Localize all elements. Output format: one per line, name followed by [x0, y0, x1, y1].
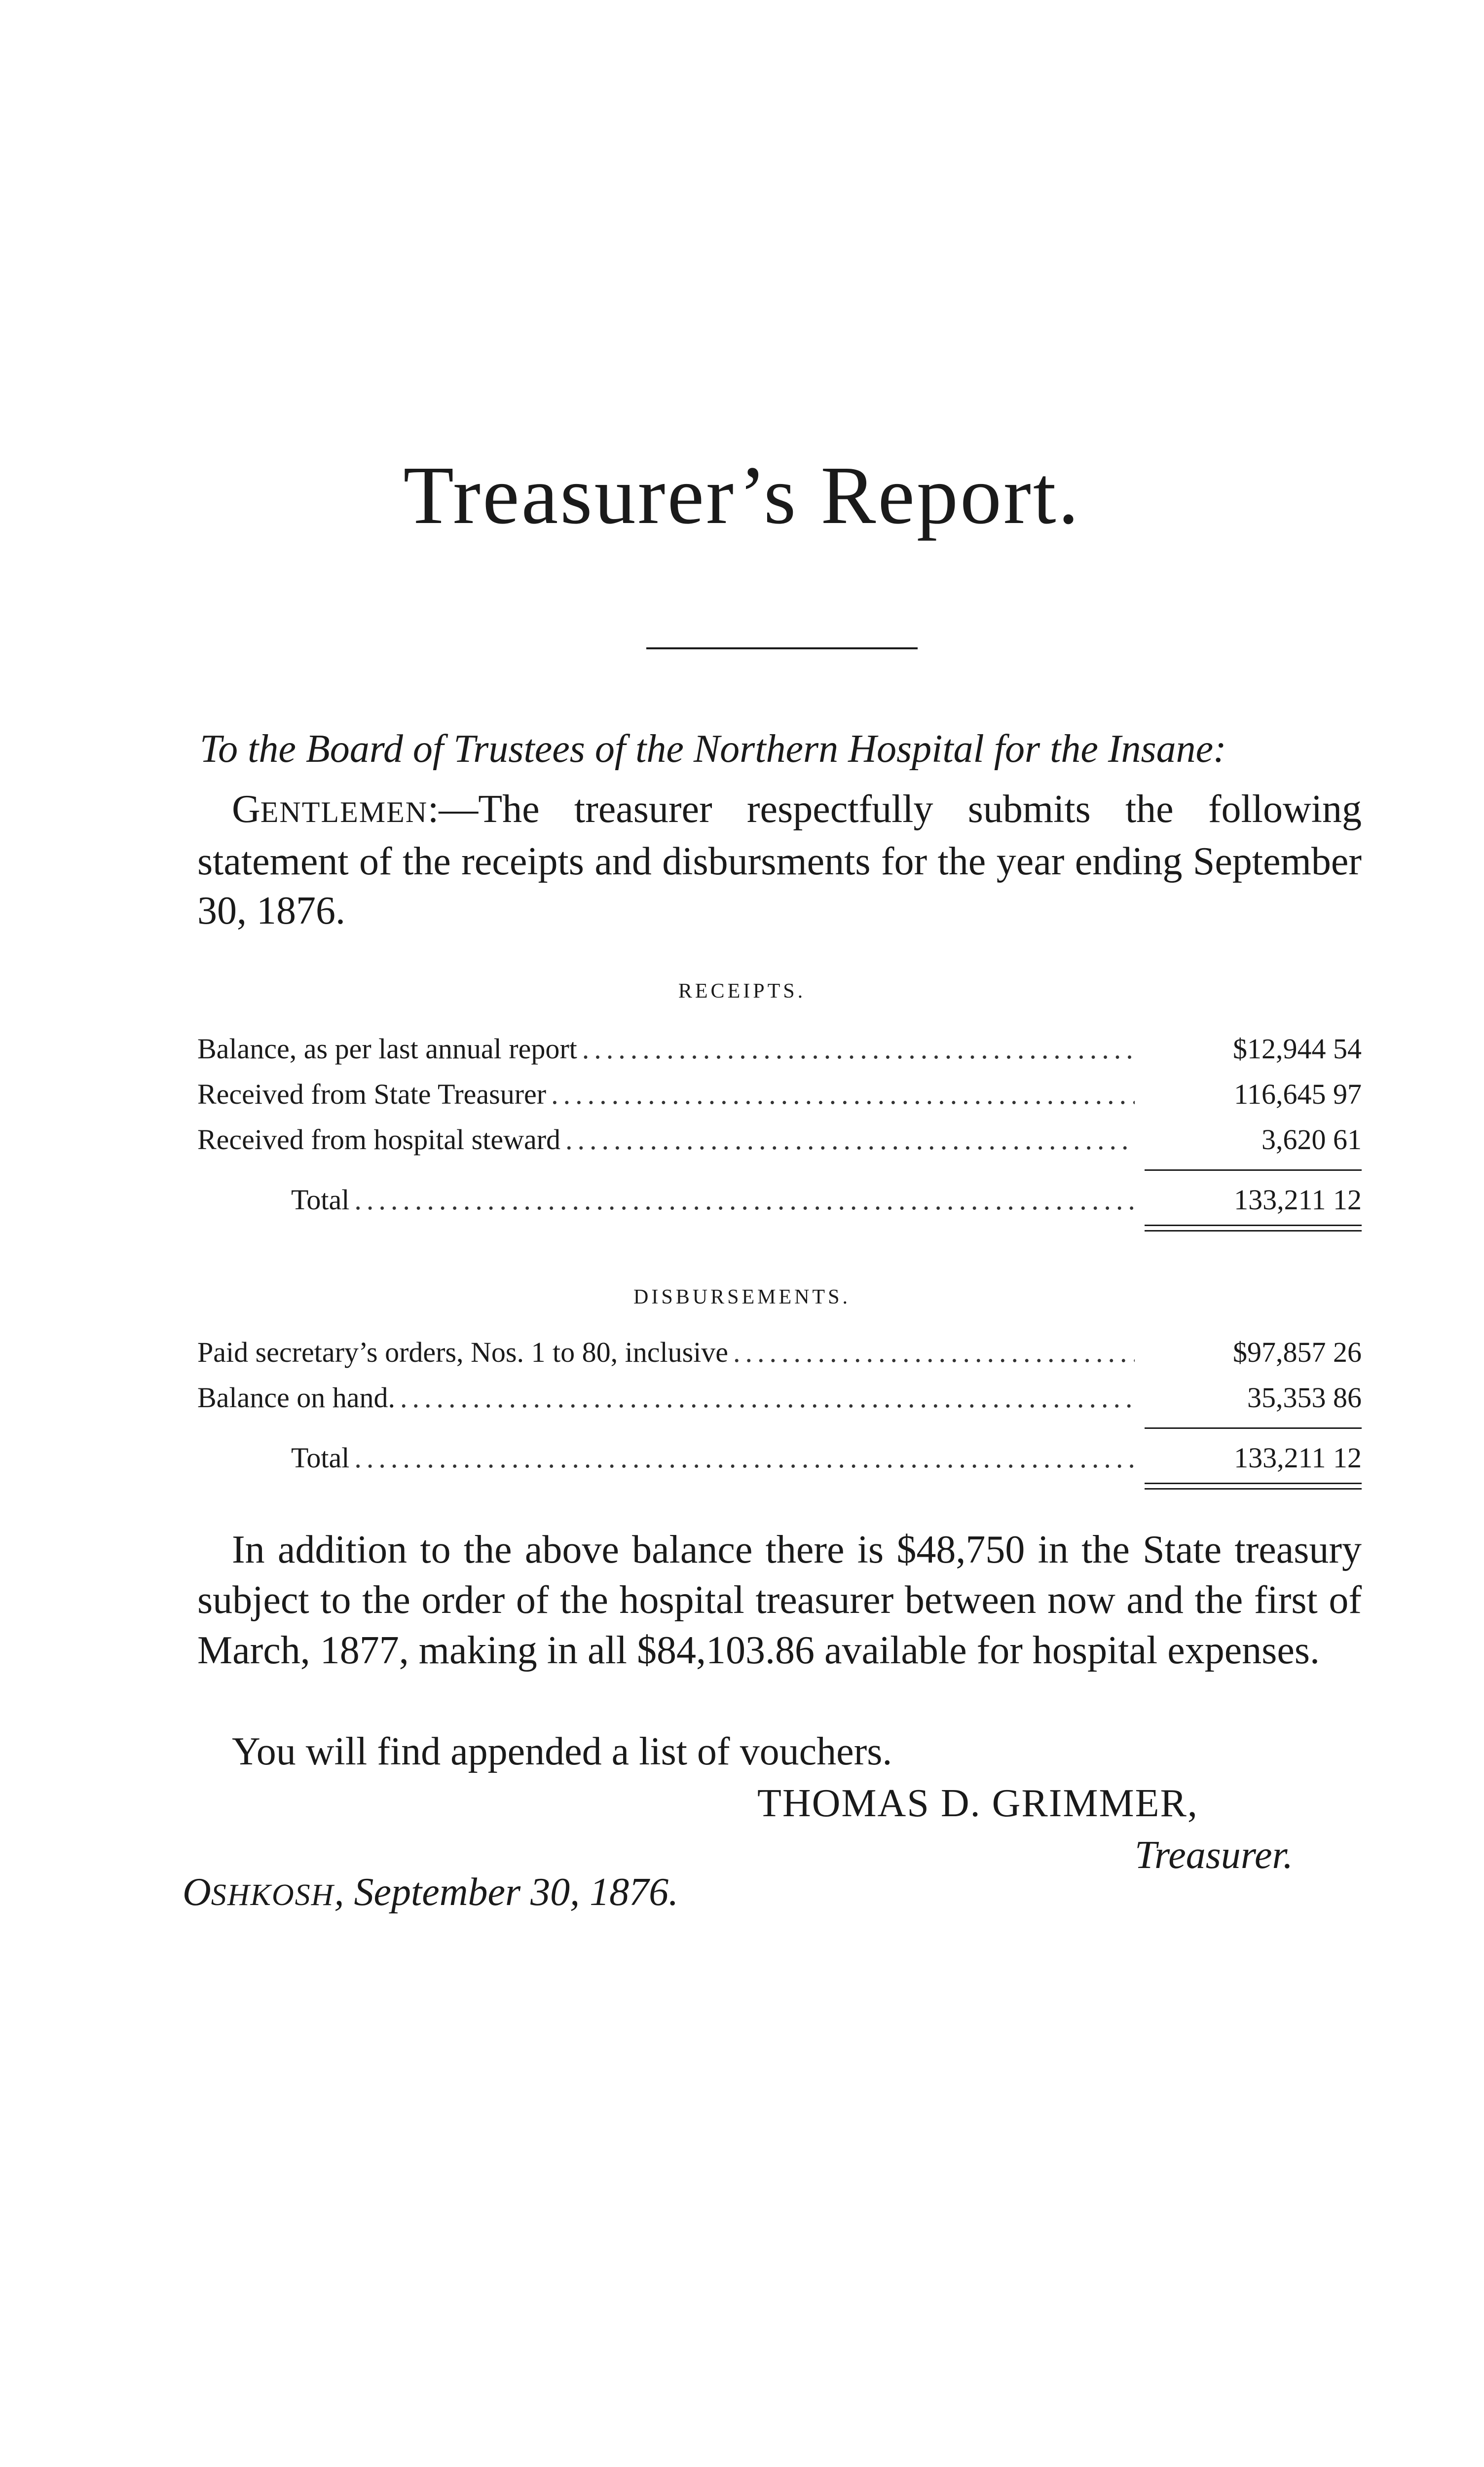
ledger-label: Paid secretary’s orders, Nos. 1 to 80, inclusive: [197, 1336, 729, 1368]
ledger-row: [197, 1330, 1362, 1375]
ledger-amount: 116,645 97: [1234, 1078, 1362, 1110]
total-label: Total: [291, 1184, 350, 1216]
place-rest: SHKOSH: [211, 1878, 334, 1912]
subtotal-rule: [1145, 1169, 1362, 1171]
ledger-total-row: [197, 1177, 1362, 1223]
ledger-row: [197, 1072, 1362, 1117]
total-label: Total: [291, 1442, 350, 1474]
ledger-row: [197, 1375, 1362, 1420]
salutation-rest: ENTLEMEN: [260, 796, 428, 828]
total-amount: 133,211 12: [1234, 1442, 1362, 1474]
intro-paragraph: [197, 785, 1362, 935]
closing-paragraph: [197, 1525, 1362, 1676]
place-initial: O: [183, 1870, 211, 1914]
place-date: [183, 1872, 678, 1912]
ledger-label: Received from State Treasurer: [197, 1078, 547, 1110]
ledger-label: Balance on hand.: [197, 1382, 396, 1414]
vouchers-note: You will find appended a list of vouchers.: [232, 1730, 892, 1773]
ledger-row: [197, 1026, 1362, 1072]
leader-dots: [354, 1177, 1135, 1223]
intro-text: :—The treasurer respectfully submits the following statement of the receipts and disbursments for the year ending September 30, 1876.: [197, 787, 1362, 933]
receipts-heading: RECEIPTS.: [678, 980, 806, 1003]
disbursements-heading: DISBURSEMENTS.: [633, 1286, 851, 1308]
salutation-initial: G: [232, 787, 260, 831]
ledger-amount: $97,857 26: [1233, 1336, 1362, 1368]
subtotal-rule: [1145, 1427, 1362, 1429]
leader-dots: [354, 1435, 1135, 1481]
leader-dots: [400, 1375, 1135, 1420]
signer-title: Treasurer.: [1135, 1833, 1293, 1877]
ledger-row: [197, 1117, 1362, 1162]
total-double-rule: [1145, 1483, 1362, 1490]
leader-dots: [565, 1117, 1135, 1162]
total-amount: 133,211 12: [1234, 1184, 1362, 1216]
ledger-amount: $12,944 54: [1233, 1033, 1362, 1065]
date-text: , September 30, 1876.: [334, 1870, 679, 1914]
leader-dots: [733, 1330, 1135, 1375]
total-double-rule: [1145, 1225, 1362, 1232]
leader-dots: [551, 1072, 1135, 1117]
ledger-amount: 3,620 61: [1261, 1123, 1362, 1156]
report-title: Treasurer’s Report.: [403, 449, 1081, 541]
closing-text: In addition to the above balance there is $48,750 in the State treasury subject to the order of the hospital treasurer between now and the first of March, 1877, making in all $84,103.86 available for hospital expenses.: [197, 1528, 1362, 1672]
disbursements-ledger: [197, 1330, 1362, 1495]
ledger-label: Received from hospital steward: [197, 1123, 561, 1156]
ledger-total-row: [197, 1435, 1362, 1481]
leader-dots: [582, 1026, 1135, 1072]
signer-name: THOMAS D. GRIMMER,: [757, 1782, 1198, 1825]
receipts-ledger: [197, 1026, 1362, 1237]
ledger-label: Balance, as per last annual report: [197, 1033, 577, 1065]
address-line: To the Board of Trustees of the Northern Hospital for the Insane:: [200, 727, 1226, 771]
ledger-amount: 35,353 86: [1247, 1382, 1362, 1414]
title-divider: [646, 647, 918, 649]
